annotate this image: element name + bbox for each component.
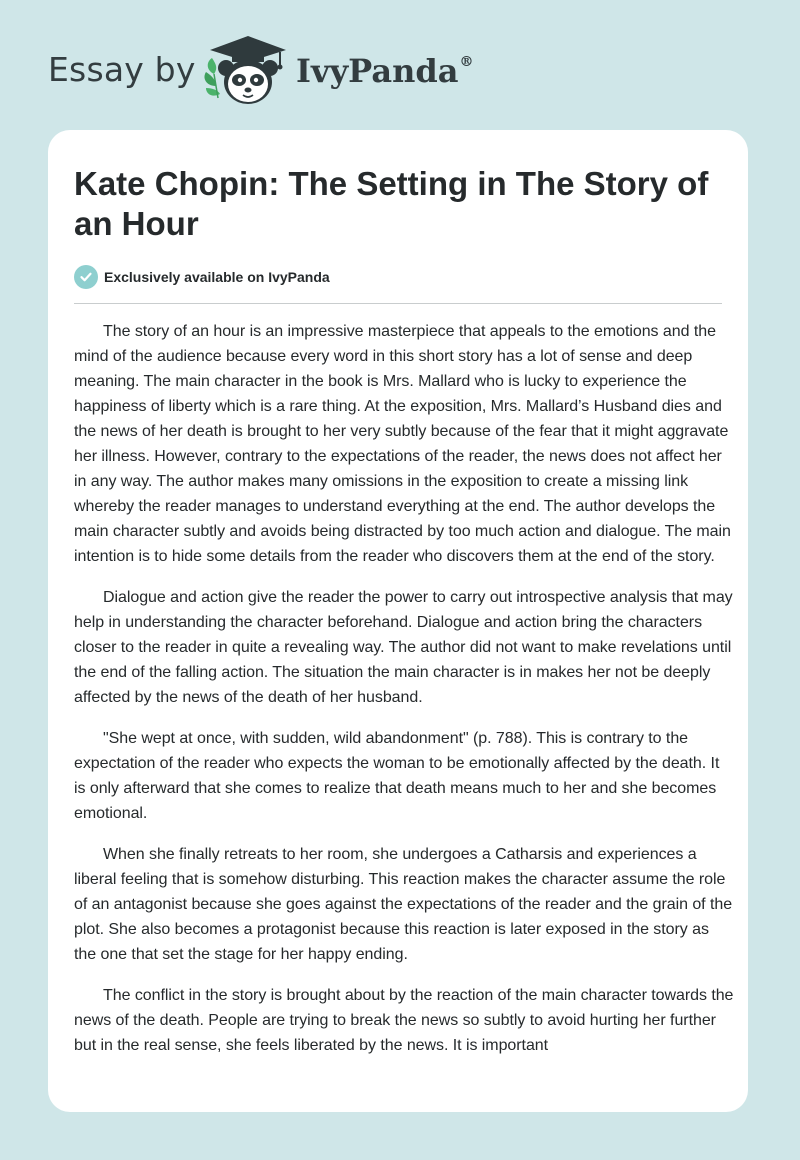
check-icon [74, 265, 98, 289]
ivypanda-brand[interactable]: IvyPanda® [296, 52, 474, 90]
exclusive-badge [74, 264, 330, 290]
divider [74, 303, 722, 304]
paragraph: The conflict in the story is brought about by the reaction of the main character towards the news of the death. People are trying to break the news so subtly to avoid hurting her further but in the real sense, she feels liberated by the news. It is important [74, 987, 734, 1054]
paragraph: When she finally retreats to her room, she undergoes a Catharsis and experiences a liberal feeling that is somehow disturbing. This reaction makes the character assume the role of an antagonist because she goes against the expectations of the reader and the grain of the plot. She also becomes a protagonist because this reaction is later exposed in the story as the one that set the stage for her happy ending. [74, 846, 733, 963]
essay-card [48, 130, 748, 1112]
registered-mark: ® [459, 54, 474, 70]
exclusive-label: Exclusively available on IvyPanda [104, 269, 330, 285]
paragraph: Dialogue and action give the reader the power to carry out introspective analysis that may help in understanding the character beforehand. Dialogue and action bring the characters closer to the reader in quite a revealing way. The author did not want to make revelations until the end of the falling action. The situation the main character is in makes her not be deeply affected by the news of the death of her husband. [74, 589, 733, 706]
essay-by-label: Essay by [48, 50, 196, 89]
essay-title: Kate Chopin: The Setting in The Story of an Hour [74, 165, 709, 242]
paragraph: The story of an hour is an impressive masterpiece that appeals to the emotions and the mind of the audience because every word in this short story has a lot of sense and deep meaning. The main character in the book is Mrs. Mallard who is lucky to experience the happiness of liberty which is a rare thing. At the exposition, Mrs. Mallard’s Husband dies and the news of her death is brought to her very subtly because of the fear that it might aggravate her illness. However, contrary to the expectations of the reader, the news does not affect her in any way. The author makes many omissions in the exposition to create a missing link whereby the reader manages to understand everything at the end. The author develops the main character subtly and avoids being distracted by too much action and dialogue. The main intention is to hide some details from the reader who discovers them at the end of the story. [74, 323, 731, 565]
essay-body [74, 319, 734, 1074]
panda-graduate-logo-icon[interactable] [200, 34, 296, 108]
site-header [0, 0, 800, 130]
paragraph: "She wept at once, with sudden, wild abandonment" (p. 788). This is contrary to the expectation of the reader who expects the woman to be emotionally affected by the death. It is only afterward that she comes to realize that death means much to her and she becomes emotional. [74, 730, 720, 822]
